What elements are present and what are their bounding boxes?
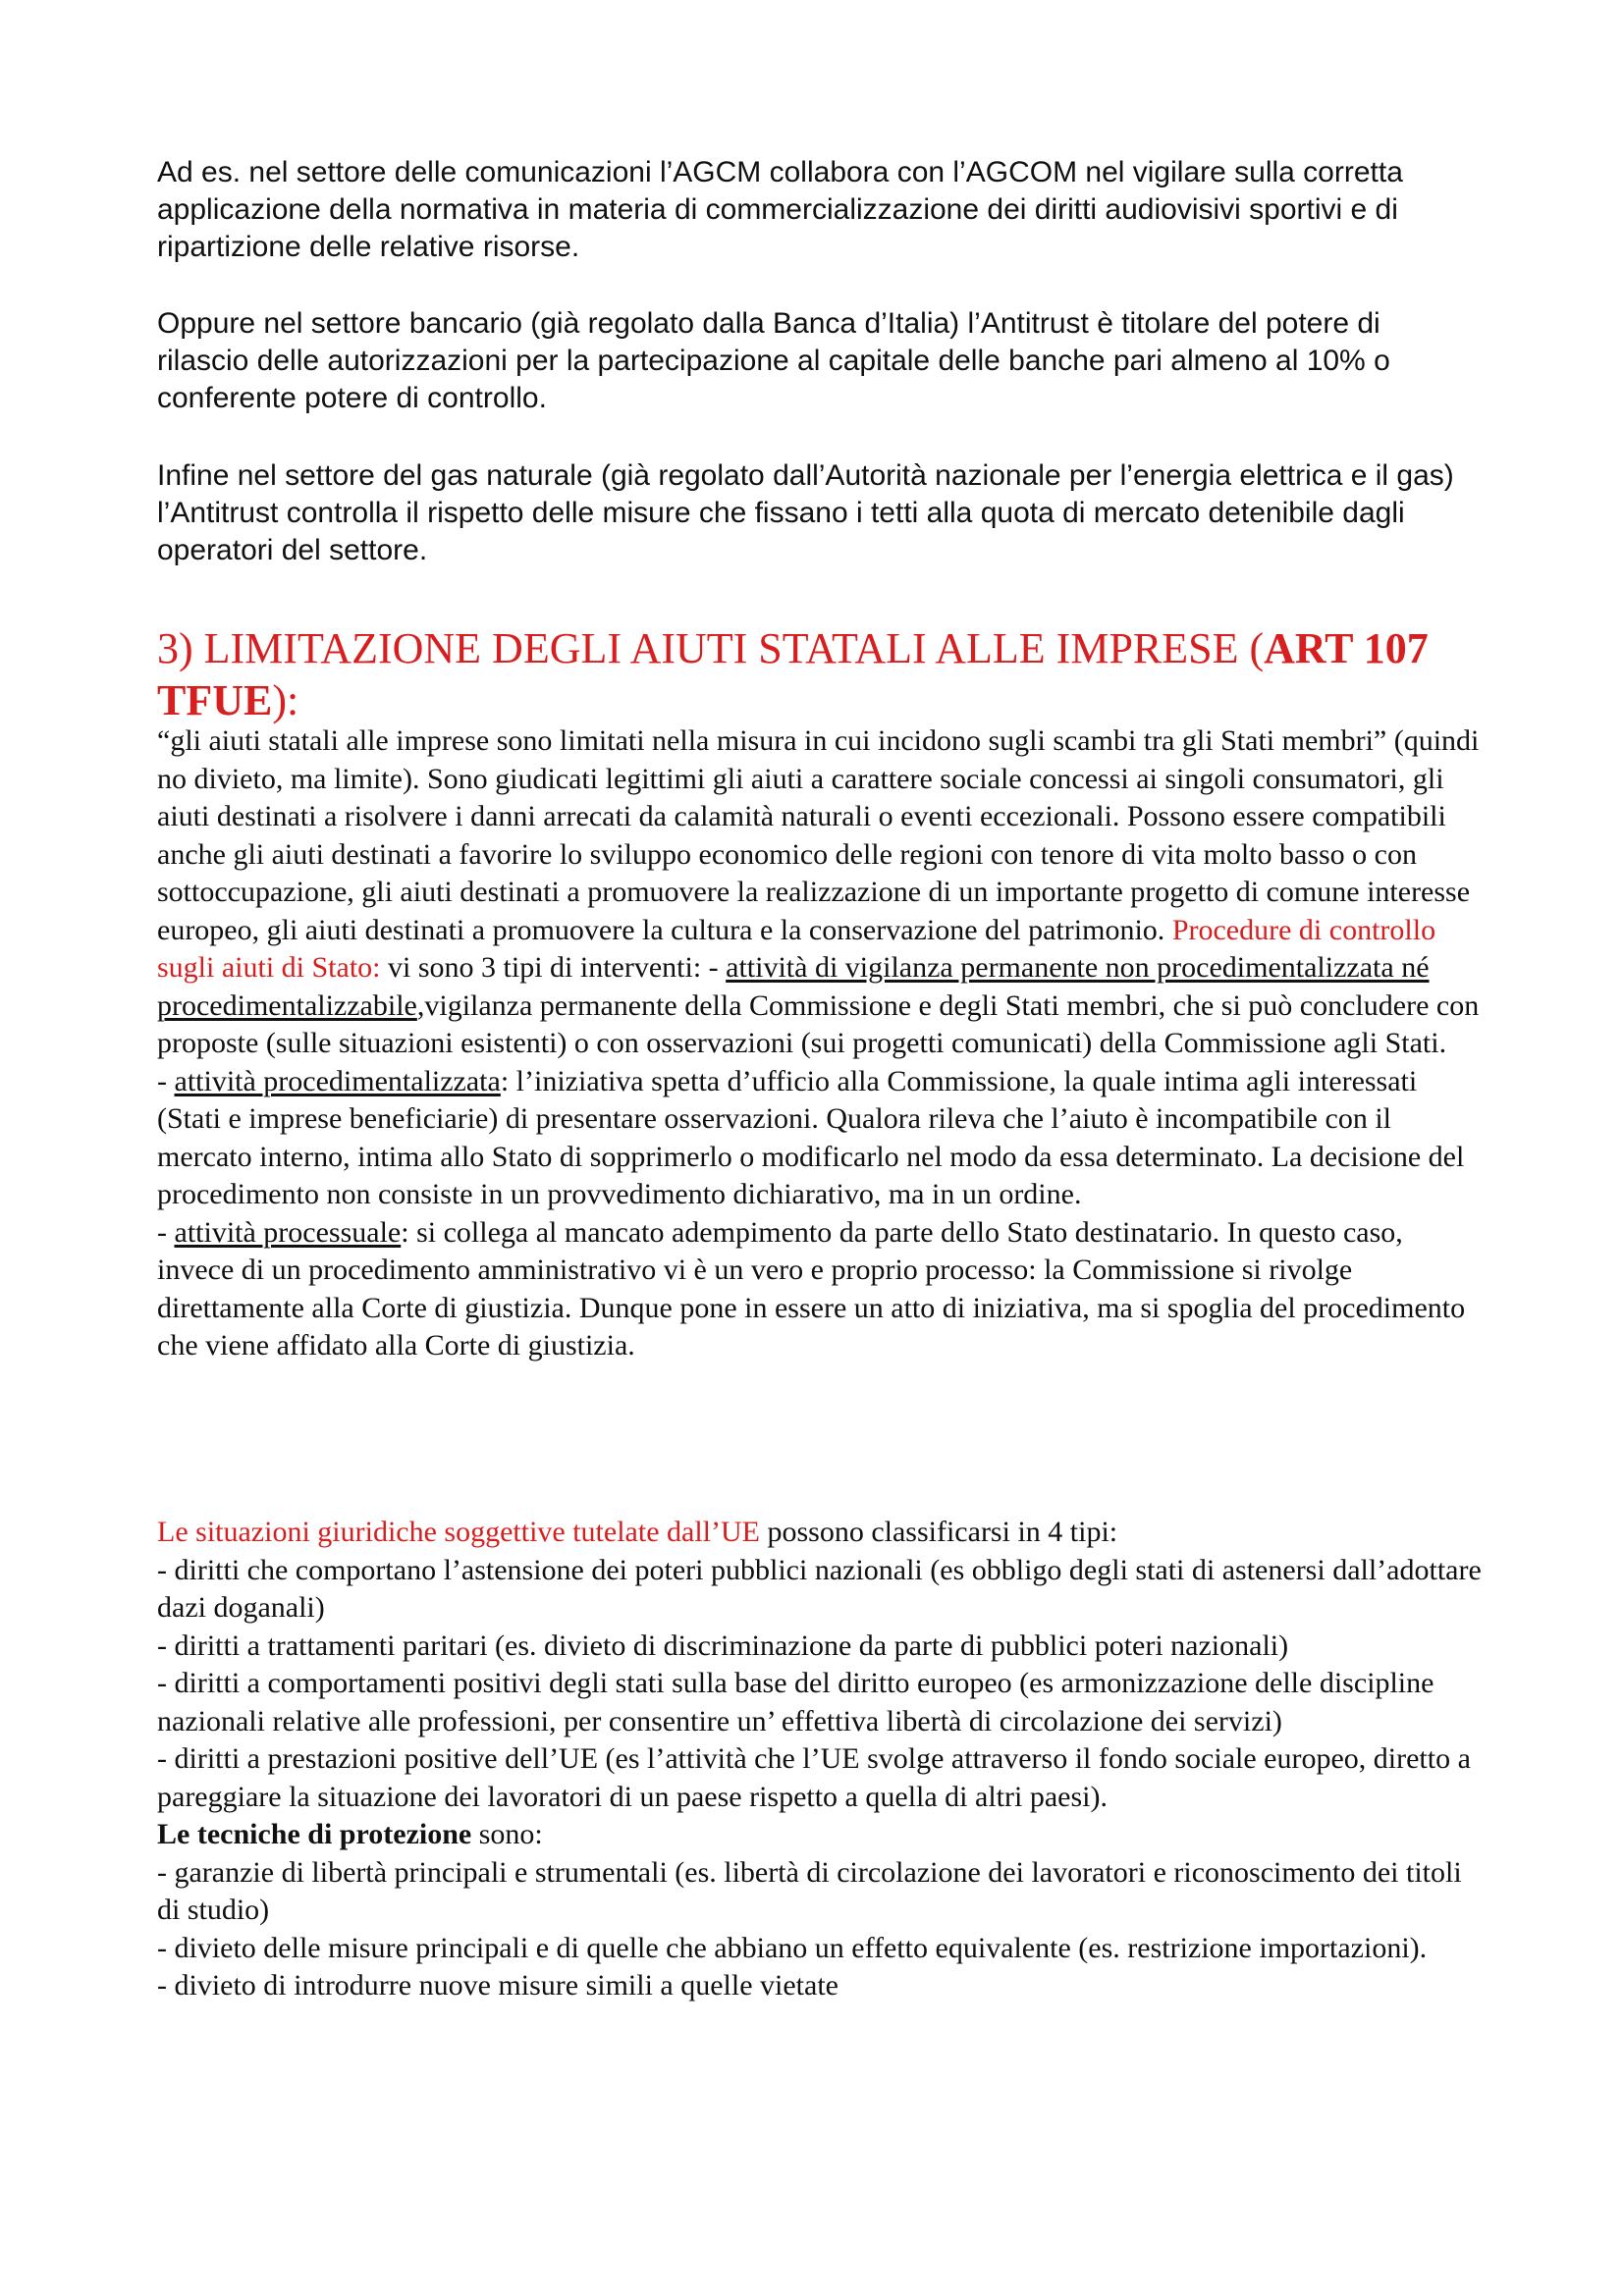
technique-item: - divieto delle misure principali e di quelle che abbiano un effetto equivalente (es. restrizione importazioni). [157, 1931, 1428, 1964]
procedure-label: Procedure di controllo sugli aiuti di Stato: [157, 913, 1436, 984]
situations-header [157, 1514, 1483, 1552]
paragraph-agcm: Ad es. nel settore delle comunicazioni l’AGCM collabora con l’AGCOM nel vigilare sulla corretta applicazione della normativa in materia di commercializzazione dei diritti audiovisivi sportivi e di ripartizione delle relative risorse. [157, 156, 1403, 263]
state-aid-block [157, 722, 1483, 1365]
situation-item: - diritti che comportano l’astensione dei poteri pubblici nazionali (es obbligo degli stati di astenersi dall’adottare dazi doganali) [157, 1553, 1482, 1624]
situations-intro: possono classificarsi in 4 tipi: [759, 1516, 1118, 1548]
heading-article: ART 107 TFUE [157, 624, 1429, 724]
situation-item: - diritti a comportamenti positivi degli stati sulla base del diritto europeo (es armonizzazione delle discipline nazionali relative alle professioni, per consentire un’ effettiva libertà di circolazione dei servizi) [157, 1667, 1434, 1737]
techniques-header [157, 1816, 1483, 1854]
paragraph-gas: Infine nel settore del gas naturale (già regolato dall’Autorità nazionale per l’energia elettrica e il gas) l’Antitrust controlla il rispetto delle misure che fissano i tetti alla quota di mercato detenibile dagli operatori del settore. [157, 459, 1454, 566]
techniques-label: Le tecniche di protezione [157, 1818, 472, 1850]
types-intro: vi sono 3 tipi di interventi: - [388, 951, 727, 984]
legal-situations-block [157, 1514, 1483, 2005]
type3-label: attività processuale [174, 1215, 402, 1249]
type3-line [157, 1214, 1483, 1365]
situations-label: Le situazioni giuridiche soggettive tutelate dall’UE [157, 1516, 760, 1548]
type2-line [157, 1063, 1483, 1214]
state-aid-intro: “gli aiuti statali alle imprese sono limitati nella misura in cui incidono sugli scambi tra gli Stati membri” (quindi no divieto, ma limite). Sono giudicati legittimi gli aiuti a carattere sociale concessi ai singoli consumatori, gli aiuti destinati a risolvere i danni arrecati da calamità naturali o eventi eccezionali. Possono essere compatibili anche gli aiuti destinati a favorire lo sviluppo economico delle regioni con tenore di vita molto basso o con sottoccupazione, gli aiuti destinati a promuovere la realizzazione di un importante progetto di comune interesse europeo, gli aiuti destinati a promuovere la cultura e la conservazione del patrimonio. [157, 724, 1480, 946]
technique-item: - garanzie di libertà principali e strumentali (es. libertà di circolazione dei lavoratori e riconoscimento dei titoli di studio) [157, 1855, 1462, 1926]
situation-item: - diritti a prestazioni positive dell’UE (es l’attività che l’UE svolge attraverso il fondo sociale europeo, diretto a pareggiare la situazione dei lavoratori di un paese rispetto a quella di altri paesi). [157, 1742, 1471, 1813]
section-heading [157, 622, 1483, 726]
type3-text: : si collega al mancato adempimento da parte dello Stato destinatario. In questo caso, invece di un procedimento amministrativo vi è un vero e proprio processo: la Commissione si rivolge direttamente alla Corte di giustizia. Dunque pone in essere un atto di iniziativa, ma si spoglia del procedimento che viene affidato alla Corte di giustizia. [157, 1215, 1466, 1362]
type2-dash: - [157, 1064, 175, 1097]
type1-text: ,vigilanza permanente della Commissione e degli Stati membri, che si può concludere con proposte (sulle situazioni esistenti) o con osservazioni (sui progetti comunicati) della Commissione agli Stati. [157, 988, 1480, 1059]
heading-prefix: 3) LIMITAZIONE DEGLI AIUTI STATALI ALLE IMPRESE ( [157, 624, 1265, 672]
heading-suffix: ): [272, 676, 299, 724]
type3-dash: - [157, 1215, 175, 1249]
paragraph-banking: Oppure nel settore bancario (già regolato dalla Banca d’Italia) l’Antitrust è titolare del potere di rilascio delle autorizzazioni per la partecipazione al capitale delle banche pari almeno al 10% o conferente potere di controllo. [157, 307, 1390, 414]
technique-item: - divieto di introdurre nuove misure simili a quelle vietate [157, 1969, 839, 2002]
situation-item: - diritti a trattamenti paritari (es. divieto di discriminazione da parte di pubblici poteri nazionali) [157, 1629, 1289, 1662]
type1-label: attività di vigilanza permanente non procedimentalizzata né procedimentalizzabile [157, 951, 1430, 1022]
type2-text: : l’iniziativa spetta d’ufficio alla Commissione, la quale intima agli interessati (Stati e imprese beneficiarie) di presentare osservazioni. Qualora rileva che l’aiuto è incompatibile con il mercato interno, intima allo Stato di sopprimerlo o modificarlo nel modo da essa determinato. La decisione del procedimento non consiste in un provvedimento dichiarativo, ma in un ordine. [157, 1064, 1465, 1210]
techniques-intro: sono: [471, 1818, 543, 1850]
type2-label: attività procedimentalizzata [174, 1064, 501, 1097]
